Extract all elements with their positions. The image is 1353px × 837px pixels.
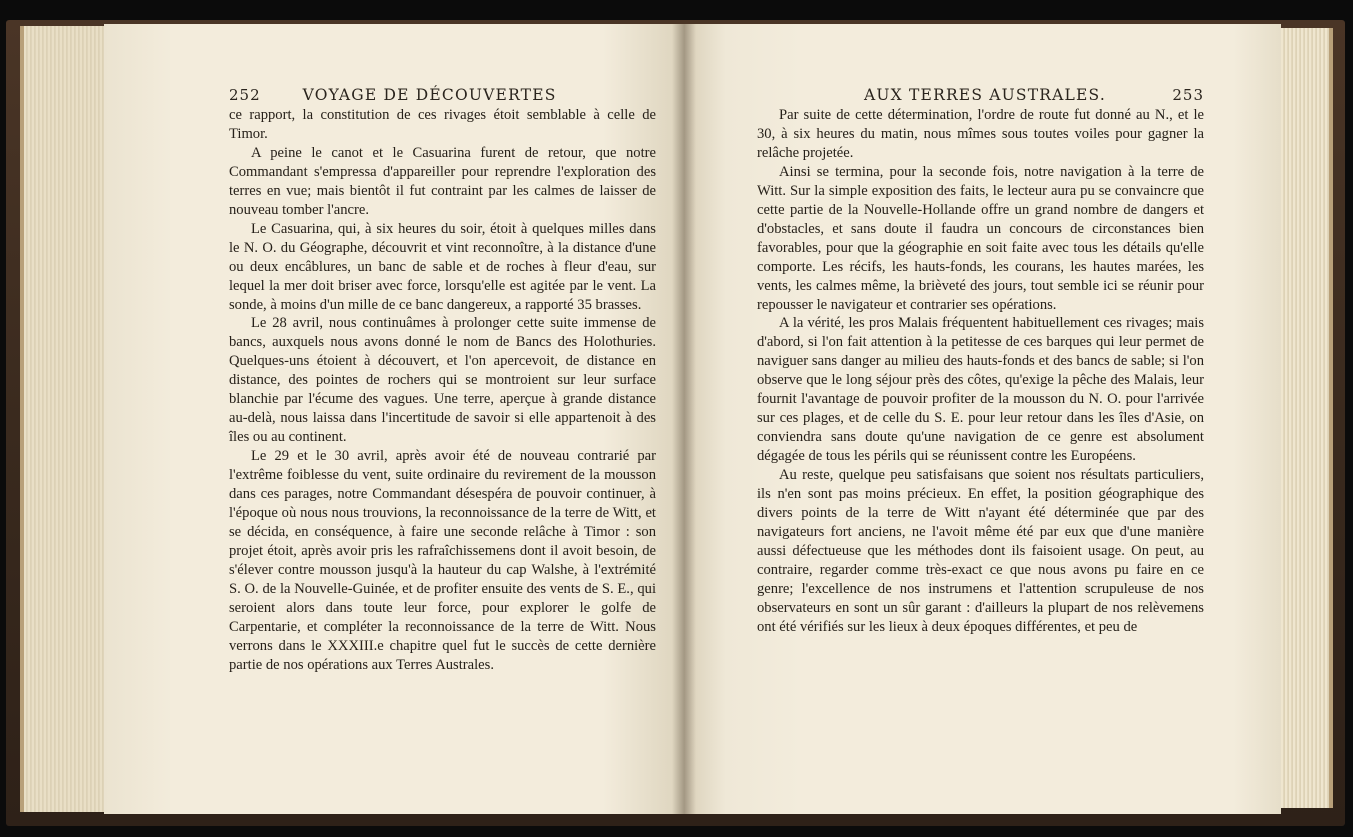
right-running-head [757, 86, 1204, 105]
left-running-head [229, 86, 656, 105]
right-page [684, 24, 1281, 814]
paragraph: A peine le canot et le Casuarina furent de retour, que notre Commandant s'empressa d'appareiller pour reprendre l'exploration des terres en vue; mais bientôt il fut contraint par les calmes de laisser de nouveau tomber l'ancre. [229, 144, 656, 218]
right-page-number: 253 [1172, 86, 1204, 104]
paragraph: ce rapport, la constitution de ces rivages étoit semblable à celle de Timor. [229, 107, 656, 142]
paragraph: A la vérité, les pros Malais fréquentent habituellement ces rivages; mais d'abord, si l'on fait attention à la petitesse de ces barques qui leur permet de naviguer sans danger au milieu des hauts-fonds et des bancs de sable; si l'on observe que le long séjour près des côtes, qu'exige la pêche des Malais, leur fournit l'avantage de pouvoir profiter de la mousson du N. O. pour l'arrivée sur ces plages, et de celle du S. E. pour leur retour dans les îles d'Asie, on conviendra sans doute qu'une navigation de ce genre est absolument dégagée de tous les périls qui se réunissent contre les Européens. [757, 315, 1204, 465]
right-running-title: AUX TERRES AUSTRALES. [864, 86, 1106, 104]
paragraph: Au reste, quelque peu satisfaisans que soient nos résultats particuliers, ils n'en sont pas moins précieux. En effet, la position géographique des divers points de la terre de Witt n'ayant été déterminée que par des navigateurs fort anciens, ne l'avoit même été par eux que d'une manière aussi défectueuse que les méthodes dont ils faisoient usage. On peut, au contraire, regarder comme très-exact ce que nous avons pu faire en ce genre; l'excellence de nos instrumens et l'attention scrupuleuse de nos observateurs en sont un sûr garant : d'ailleurs la plupart de nos relèvemens ont été vérifiés sur les lieux à deux époques différentes, et peu de [757, 467, 1204, 635]
book-gutter [672, 24, 696, 814]
paragraph: Par suite de cette détermination, l'ordre de route fut donné au N., et le 30, à six heures du matin, nous mîmes sous toutes voiles pour gagner la relâche projetée. [757, 107, 1204, 161]
paragraph: Le 28 avril, nous continuâmes à prolonger cette suite immense de bancs, auxquels nous avons donné le nom de Bancs des Holothuries. Quelques-uns étoient à découvert, et l'on apercevoit, de distance en distance, des pointes de rochers qui se montroient sur leur surface blanchie par l'écume des vagues. Une terre, aperçue à grande distance au-delà, nous laissa dans l'incertitude de savoir si elle appartenoit à des îles ou au continent. [229, 315, 656, 446]
left-page-text [229, 106, 656, 675]
right-page-text [757, 106, 1204, 637]
left-running-title: VOYAGE DE DÉCOUVERTES [302, 86, 557, 104]
left-page-number: 252 [229, 86, 261, 104]
paragraph: Le 29 et le 30 avril, après avoir été de nouveau contrarié par l'extrême foiblesse du vent, suite ordinaire du revirement de la mousson dans ces parages, notre Commandant désespéra de pouvoir continuer, à l'époque où nous nous trouvions, la reconnoissance de la terre de Witt, et se décida, en conséquence, à faire une seconde relâche à Timor : son projet étoit, après avoir pris les rafraîchissemens dont il avoit besoin, de s'élever contre mousson jusqu'à la hauteur du cap Walshe, à l'extrémité S. O. de la Nouvelle-Guinée, et de profiter ensuite des vents de S. E., qui seroient alors dans toute leur force, pour explorer le golfe de Carpentarie, et compléter la reconnoissance de la terre de Witt. Nous verrons dans le XXXIII.e chapitre quel fut le succès de cette dernière partie de nos opérations aux Terres Australes. [229, 448, 656, 673]
paragraph: Le Casuarina, qui, à six heures du soir, étoit à quelques milles dans le N. O. du Géographe, découvrit et vint reconnoître, à la distance d'une ou deux encâblures, un banc de sable et de roches à fleur d'eau, sur lequel la mer doit briser avec force, lorsqu'elle est agitée par le vent. La sonde, à moins d'un mille de ce banc dangereux, a rapporté 35 brasses. [229, 220, 656, 313]
left-page [104, 24, 684, 814]
paragraph: Ainsi se termina, pour la seconde fois, notre navigation à la terre de Witt. Sur la simple exposition des faits, le lecteur aura pu se convaincre que cette partie de la Nouvelle-Hollande offre un grand nombre de dangers et d'obstacles, et sans doute il faudra un concours de circonstances bien favorables, pour que la géographie en soit faite avec tous les détails qu'elle comporte. Les récifs, les hauts-fonds, les courans, les hautes marées, les vents, les calmes même, la brièveté des jours, tout semble ici se réunir pour repousser le navigateur et contrarier ses opérations. [757, 163, 1204, 313]
